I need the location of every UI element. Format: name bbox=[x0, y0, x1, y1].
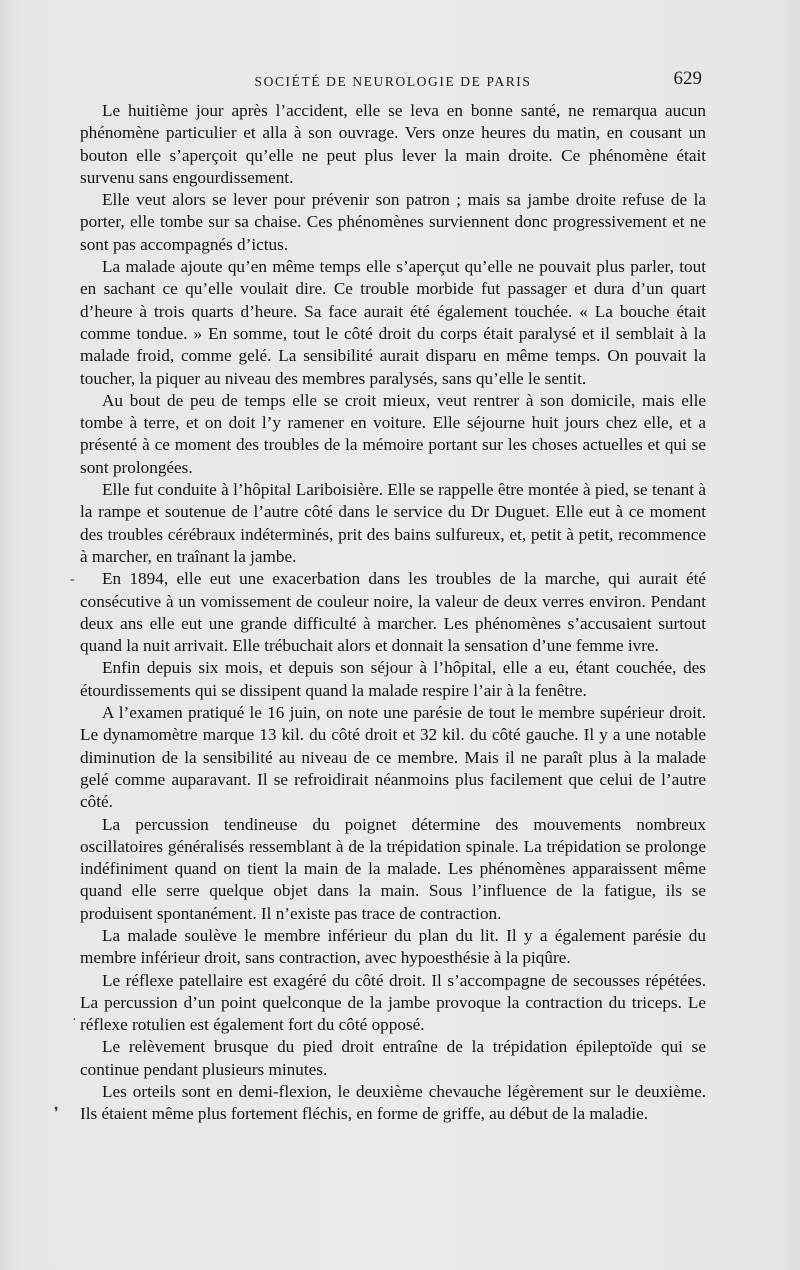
margin-dash-mark: - bbox=[70, 572, 75, 587]
paragraph: Elle veut alors se lever pour prévenir son patron ; mais sa jambe droite refuse de la porter, elle tombe sur sa chaise. Ces phénomènes surviennent donc progressivement et ne sont pas accompagnés d’ictus. bbox=[80, 190, 706, 254]
margin-dot-mark: · bbox=[72, 1013, 77, 1028]
paragraph: La percussion tendineuse du poignet détermine des mouvements nombreux oscillatoires généralisés ressemblant à de la trépidation spinale. La trépidation se prolonge indéfiniment quand on tient la main de la malade. Les phénomènes apparaissent même quand elle serre quelque objet dans la main. Sous l’influence de la fatigue, ils se produisent spontanément. Il n’existe pas trace de contraction. bbox=[80, 814, 706, 923]
paragraph: Enfin depuis six mois, et depuis son séjour à l’hôpital, elle a eu, étant couchée, des étourdissements qui se dissipent quand la malade respire l’air à la fenêtre. bbox=[80, 658, 706, 700]
running-title: SOCIÉTÉ DE NEUROLOGIE DE PARIS bbox=[254, 74, 532, 89]
paragraph: En 1894, elle eut une exacerbation dans les troubles de la marche, qui aurait été consécutive à un vomissement de couleur noire, la valeur de deux verres environ. Pendant deux ans elle eut une grande difficulté à marcher. Les phénomènes s’accusaient surtout quand la nuit arrivait. Elle trébuchait alors et donnait la sensation d’une femme ivre. bbox=[80, 569, 706, 656]
paragraph: La malade soulève le membre inférieur du plan du lit. Il y a également parésie du membre inférieur droit, sans contraction, avec hypoesthésie à la piqûre. bbox=[80, 925, 706, 968]
paragraph: Au bout de peu de temps elle se croit mieux, veut rentrer à son domicile, mais elle tombe à terre, et on doit l’y ramener en voiture. Elle séjourne huit jours chez elle, et a présenté à ce moment des troubles de la mémoire portant sur les choses actuelles et qui se sont prolongées. bbox=[80, 390, 706, 477]
paragraph: Les orteils sont en demi-flexion, le deuxième chevauche légèrement sur le deuxième. Ils étaient même plus fortement fléchis, en forme de griffe, au début de la maladie. bbox=[80, 1082, 706, 1124]
paragraph: La malade ajoute qu’en même temps elle s’aperçut qu’elle ne pouvait plus parler, tout en sachant ce qu’elle voulait dire. Ce trouble morbide fut passager et dura d’un quart d’heure à trois quarts d’heure. Sa face aurait été également touchée. « La bouche était comme tondue. » En somme, tout le côté droit du corps était paralysé et il semblait à la malade froid, comme gelé. La sensibilité aurait disparu en même temps. On pouvait la toucher, la piquer au niveau des membres paralysés, sans qu’elle le sentit. bbox=[80, 257, 706, 388]
page-header bbox=[80, 64, 706, 92]
body-text bbox=[80, 100, 706, 1126]
page-number: 629 bbox=[673, 68, 702, 89]
paragraph: Elle fut conduite à l’hôpital Lariboisière. Elle se rappelle être montée à pied, se tenant à la rampe et soutenue de l’autre côté dans le service du Dr Duguet. Elle eut à ce moment des troubles cérébraux indéterminés, prit des bains sulfureux, et, petit à petit, recommence à marcher, en traînant la jambe. bbox=[80, 480, 706, 566]
paragraph: Le relèvement brusque du pied droit entraîne de la trépidation épileptoïde qui se continue pendant plusieurs minutes. bbox=[80, 1037, 706, 1079]
paragraph: A l’examen pratiqué le 16 juin, on note une parésie de tout le membre supérieur droit. Le dynamomètre marque 13 kil. du côté droit et 32 kil. du côté gauche. Il y a une notable diminution de la sensibilité au niveau de ce membre. Mais il ne paraît plus à la malade gelé comme auparavant. Il se refroidirait néanmoins plus facilement que celui de l’autre côté. bbox=[80, 703, 706, 812]
margin-ink-mark: ❜ bbox=[54, 1106, 59, 1121]
paragraph: Le réflexe patellaire est exagéré du côté droit. Il s’accompagne de secousses répétées. La percussion d’un point quelconque de la jambe provoque la contraction du triceps. Le réflexe rotulien est également fort du côté opposé. bbox=[80, 970, 706, 1035]
paragraph: Le huitième jour après l’accident, elle se leva en bonne santé, ne remarqua aucun phénomène particulier et alla à son ouvrage. Vers onze heures du matin, en cousant un bouton elle s’aperçoit qu’elle ne peut plus lever la main droite. Ce phénomène était survenu sans engourdissement. bbox=[80, 101, 706, 187]
